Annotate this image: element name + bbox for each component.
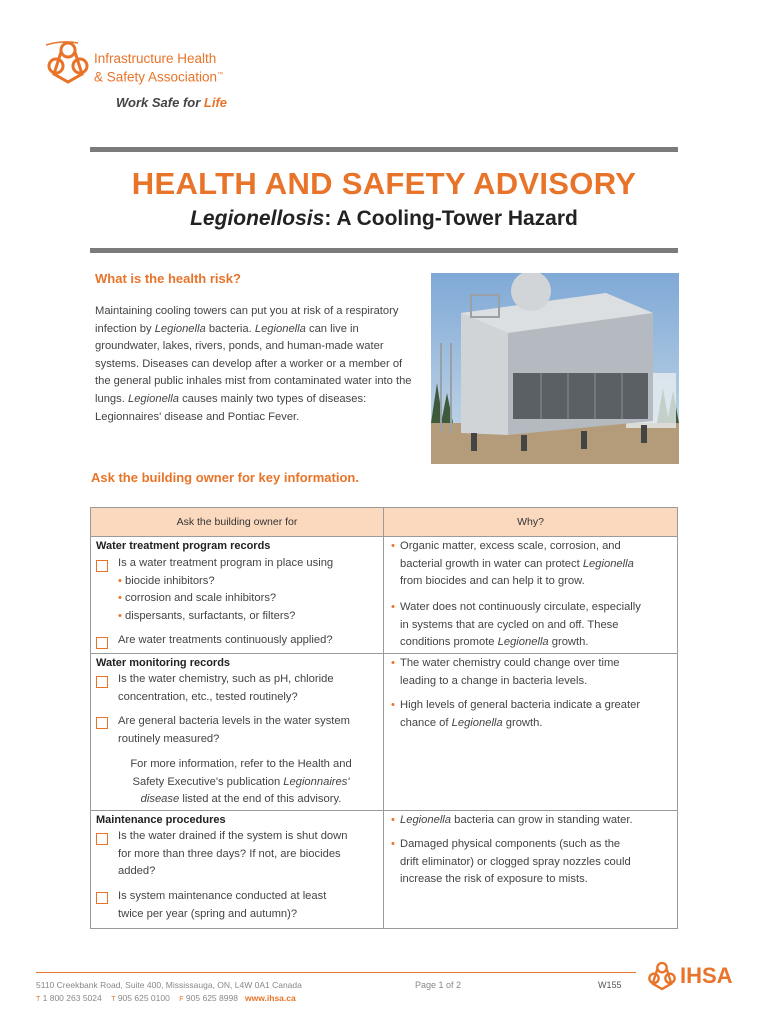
table-row [91,810,677,928]
organization-name: Infrastructure Health & Safety Association™ [94,51,224,85]
footer-address: 5110 Creekbank Road, Suite 400, Mississauga, ON, L4W 0A1 Canada [36,980,302,990]
table-row [91,653,677,810]
table-header-row [91,508,677,536]
column-header-why: Why? [517,516,544,528]
checkbox[interactable] [96,560,108,572]
answer: • The water chemistry could change over time leading to a change in bacteria levels. [391,655,671,690]
section-heading-health-risk: What is the health risk? [95,271,241,286]
page-subtitle: Legionellosis: A Cooling-Tower Hazard [190,207,578,230]
question: Are general bacteria levels in the water system routinely measured? [118,715,350,745]
row-title: Maintenance procedures [96,814,226,826]
section-heading-ask-owner: Ask the building owner for key information. [91,470,359,485]
answer: • High levels of general bacteria indicate a greater chance of Legionella growth. [391,697,671,732]
document-code: W155 [598,980,622,990]
page-number: Page 1 of 2 [415,980,462,990]
question: Is a water treatment program in place using [118,557,334,569]
question: Are water treatments continuously applied? [118,634,333,646]
column-header-ask: Ask the building owner for [91,508,384,536]
page-title: HEALTH AND SAFETY ADVISORY [131,166,637,201]
question: Is the water drained if the system is shut down for more than three days? If not, are biocides added? [118,830,348,878]
checkbox[interactable] [96,637,108,649]
footer-contacts: T 1 800 263 5024 T 905 625 0100 F 905 625 8998 www.ihsa.ca [36,993,296,1003]
website-link[interactable]: www.ihsa.ca [245,993,296,1003]
ihsa-emblem-icon [646,961,678,993]
list-item: • biocide inhibitors? [118,575,215,587]
tagline: Work Safe for Life [116,95,228,110]
answer: • Organic matter, excess scale, corrosion, and bacterial growth in water can protect Legionella from biocides and can help it to grow. [391,538,671,591]
list-item: • corrosion and scale inhibitors? [118,592,277,604]
bottom-divider [90,248,678,253]
footer-divider [36,972,636,973]
intro-paragraph: Maintaining cooling towers can put you at risk of a respiratory infection by Legionella bacteria. Legionella can live in groundwater, lakes, rivers, ponds, and human-made water systems. Diseases can develop after a worker or a member of the general public inhales mist from contaminated water into the lungs. Legionella causes mainly two types of diseases: Legionnaires' disease and Pontiac Fever. [95,305,412,423]
question: Is the water chemistry, such as pH, chloride concentration, etc., tested routinely? [118,673,334,703]
footer-brand: IHSA [680,963,733,988]
table-row [91,536,677,653]
row-title: Water monitoring records [96,657,231,669]
reference-note: For more information, refer to the Health and Safety Executive's publication Legionnaires' disease listed at the end of this advisory. [130,758,352,806]
ihsa-emblem-icon [46,40,90,88]
checkbox[interactable] [96,717,108,729]
checkbox[interactable] [96,676,108,688]
checkbox[interactable] [96,892,108,904]
answer: • Water does not continuously circulate, especially in systems that are cycled on and off. These conditions promote Legionella growth. [391,599,671,652]
answer: • Legionella bacteria can grow in standing water. [391,812,671,830]
ihsa-logo [46,40,306,120]
checklist-table [90,507,678,929]
cooling-tower-photo [431,273,679,464]
checkbox[interactable] [96,833,108,845]
list-item: • dispersants, surfactants, or filters? [118,610,296,622]
answer: • Damaged physical components (such as the drift eliminator) or clogged spray nozzles could increase the risk of exposure to mists. [391,836,671,889]
swoosh-icon [46,40,78,46]
row-title: Water treatment program records [96,540,271,552]
question: Is system maintenance conducted at least twice per year (spring and autumn)? [118,890,327,920]
top-divider [90,147,678,152]
